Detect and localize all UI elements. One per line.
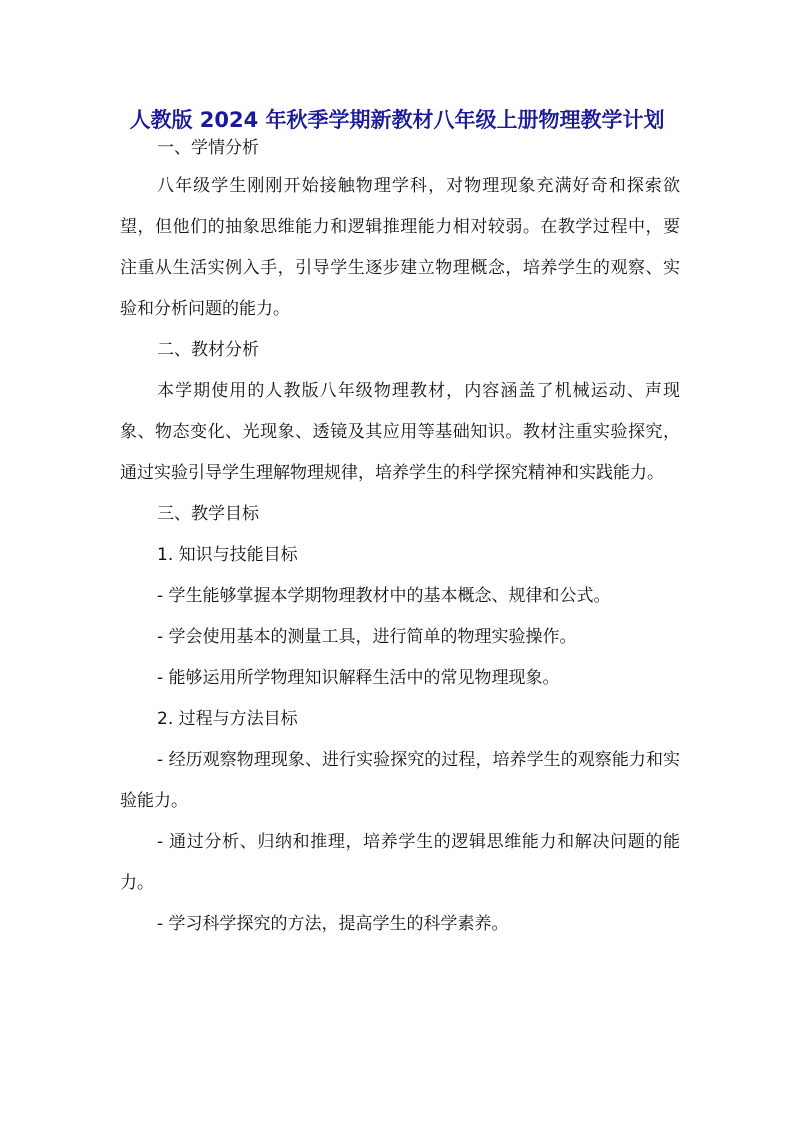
list-item: - 能够运用所学物理知识解释生活中的常见物理现象。 (157, 668, 560, 688)
list-item: - 学会使用基本的测量工具，进行简单的物理实验操作。 (157, 627, 577, 647)
section-heading-teaching-goals: 三、教学目标 (157, 504, 259, 524)
section-heading-learner-analysis: 一、学情分析 (157, 138, 259, 158)
document-title: 人教版 2024 年秋季学期新教材八年级上册物理教学计划 (129, 108, 665, 132)
list-item: - 通过分析、归纳和推理，培养学生的逻辑思维能力和解决问题的能力。 (120, 832, 680, 893)
paragraph-learner-analysis: 八年级学生刚刚开始接触物理学科，对物理现象充满好奇和探索欲望，但他们的抽象思维能力和逻辑推理能力相对较弱。在教学过程中，要注重从生活实例入手，引导学生逐步建立物理概念，培养学生的观察、实验和分析问题的能力。 (120, 176, 680, 319)
section-heading-textbook-analysis: 二、教材分析 (157, 340, 259, 360)
list-item: - 经历观察物理现象、进行实验探究的过程，培养学生的观察能力和实验能力。 (120, 750, 680, 811)
document-body (120, 130, 680, 945)
list-item: - 学生能够掌握本学期物理教材中的基本概念、规律和公式。 (157, 586, 611, 606)
paragraph-textbook-analysis: 本学期使用的人教版八年级物理教材，内容涵盖了机械运动、声现象、物态变化、光现象、透镜及其应用等基础知识。教材注重实验探究，通过实验引导学生理解物理规律，培养学生的科学探究精神和实践能力。 (120, 381, 680, 483)
subheading-knowledge-skills: 1. 知识与技能目标 (157, 545, 298, 565)
subheading-process-methods: 2. 过程与方法目标 (157, 709, 298, 729)
list-item: - 学习科学探究的方法，提高学生的科学素养。 (157, 914, 509, 934)
